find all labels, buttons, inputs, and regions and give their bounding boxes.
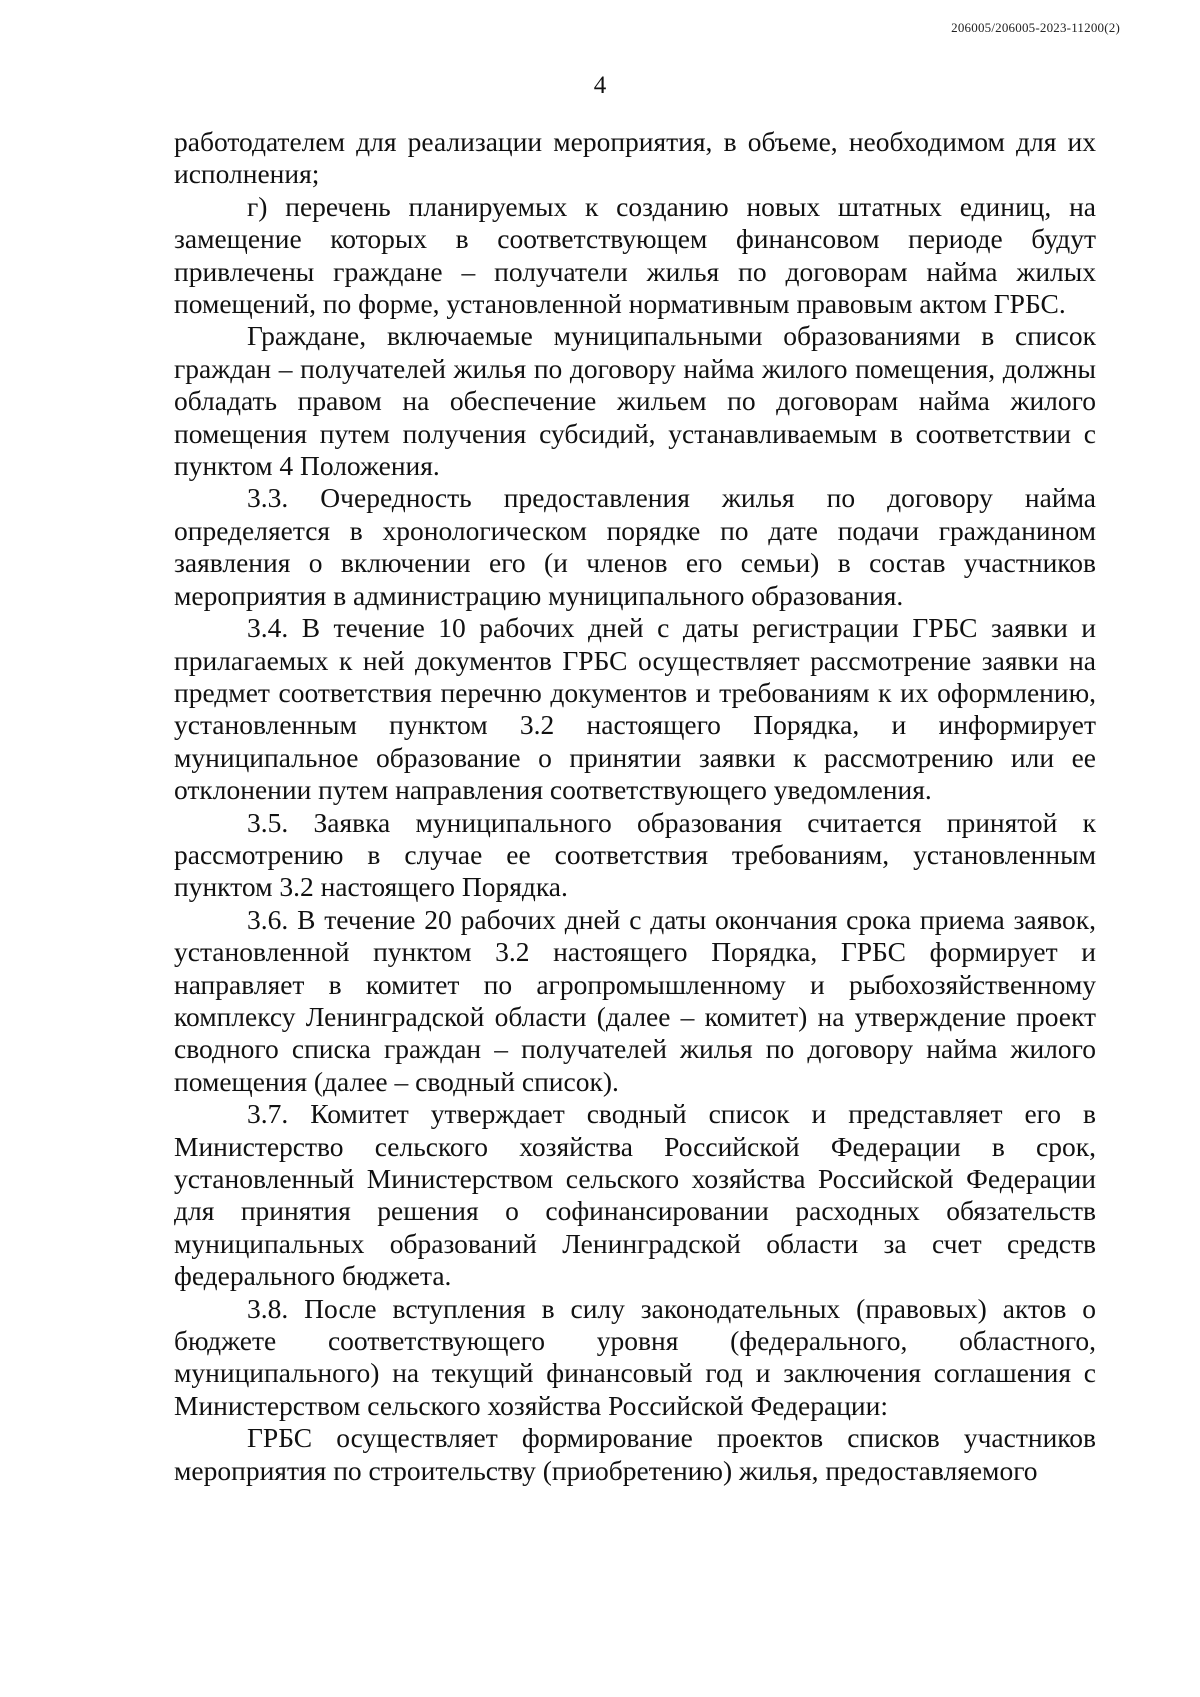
document-body (174, 126, 1096, 1487)
paragraph-3-5: 3.5. Заявка муниципального образования считается принятой к рассмотрению в случае ее соответствия требованиям, установленным пунктом 3.2 настоящего Порядка. (174, 806, 1096, 903)
paragraph-3-8: 3.8. После вступления в силу законодательных (правовых) актов о бюджете соответствующего уровня (федерального, областного, муниципального) на текущий финансовый год и заключения соглашения с Министерством сельского хозяйства Российской Федерации: (174, 1292, 1096, 1421)
paragraph-3-7: 3.7. Комитет утверждает сводный список и представляет его в Министерство сельского хозяйства Российской Федерации в срок, установленный Министерством сельского хозяйства Российской Федерации для принятия решения о софинансировании расходных обязательств муниципальных образований Ленинградской области за счет средств федерального бюджета. (174, 1098, 1096, 1292)
paragraph-3-6: 3.6. В течение 20 рабочих дней с даты окончания срока приема заявок, установленной пунктом 3.2 настоящего Порядка, ГРБС формирует и направляет в комитет по агропромышленному и рыбохозяйственному комплексу Ленинградской области (далее – комитет) на утверждение проект сводного списка граждан – получателей жилья по договору найма жилого помещения (далее – сводный список). (174, 903, 1096, 1097)
paragraph-3-3: 3.3. Очередность предоставления жилья по договору найма определяется в хронологическом порядке по дате подачи гражданином заявления о включении его (и членов его семьи) в состав участников мероприятия в администрацию муниципального образования. (174, 482, 1096, 611)
paragraph-continuation: работодателем для реализации мероприятия, в объеме, необходимом для их исполнения; (174, 126, 1096, 190)
document-id: 206005/206005-2023-11200(2) (951, 20, 1120, 35)
page-number: 4 (593, 72, 607, 99)
paragraph-item-g: г) перечень планируемых к созданию новых штатных единиц, на замещение которых в соответствующем финансовом периоде будут привлечены граждане – получатели жилья по договорам найма жилых помещений, по форме, установленной нормативным правовым актом ГРБС. (174, 190, 1096, 320)
paragraph-grbs-lists: ГРБС осуществляет формирование проектов списков участников мероприятия по строительству (приобретению) жилья, предоставляемого (174, 1422, 1096, 1486)
paragraph-3-4: 3.4. В течение 10 рабочих дней с даты регистрации ГРБС заявки и прилагаемых к ней документов ГРБС осуществляет рассмотрение заявки на предмет соответствия перечню документов и требованиям к их оформлению, установленным пунктом 3.2 настоящего Порядка, и информирует муниципальное образование о принятии заявки к рассмотрению или ее отклонении путем направления соответствующего уведомления. (174, 612, 1096, 806)
paragraph-citizens: Граждане, включаемые муниципальными образованиями в список граждан – получателей жилья по договору найма жилого помещения, должны обладать правом на обеспечение жильем по договорам найма жилого помещения путем получения субсидий, устанавливаемым в соответствии с пунктом 4 Положения. (174, 320, 1096, 482)
